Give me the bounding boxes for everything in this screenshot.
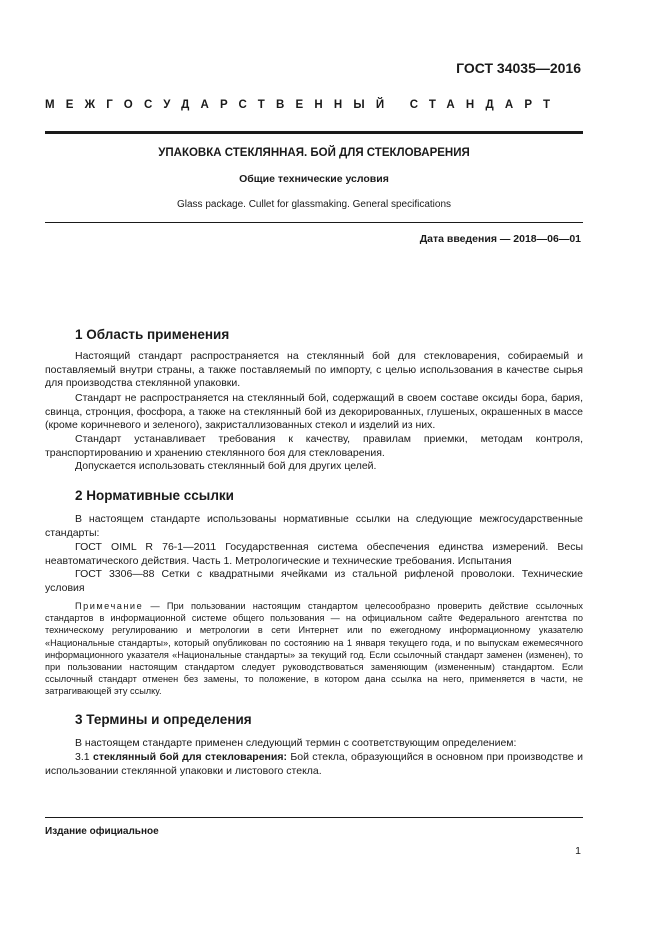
section-heading-normative-references: 2 Нормативные ссылки (75, 488, 234, 503)
header-divider (45, 131, 583, 134)
introduction-date: Дата введения — 2018—06—01 (419, 233, 581, 245)
section-heading-terms: 3 Термины и определения (75, 712, 252, 727)
references-note (45, 600, 583, 698)
note-text: — При пользовании настоящим стандартом целесообразно проверить действие ссылочных стандартов в информационной системе общего пользования — на официальном сайте Федерального агентства по техническому регулированию и метрологии в сети Интернет или по ежегодному информационному указателю «Национальные стандарты», который опубликован по состоянию на 1 января текущего года, и по выпускам ежемесячного информационного указателя «Национальные стандарты» за текущий год. Если ссылочный стандарт заменен (изменен), то при пользовании настоящим стандартом следует руководствоваться заменяющим (измененным) стандартом. Если ссылочный стандарт отменен без замены, то положение, в котором дана ссылка на него, применяется в части, не затрагивающей эту ссылку. (45, 601, 583, 697)
note-label: Примечание (75, 601, 144, 611)
term-definition (45, 751, 583, 778)
title-divider (45, 222, 583, 223)
page-number: 1 (575, 845, 581, 857)
document-title: УПАКОВКА СТЕКЛЯННАЯ. БОЙ ДЛЯ СТЕКЛОВАРЕНИЯ (158, 147, 470, 159)
scope-paragraph: Допускается использовать стеклянный бой для других целей. (75, 460, 377, 472)
official-edition-label: Издание официальное (45, 826, 159, 837)
english-title: Glass package. Cullet for glassmaking. General specifications (176, 199, 452, 210)
document-subtitle: Общие технические условия (239, 173, 389, 185)
interstate-standard-heading: МЕЖГОСУДАРСТВЕННЫЙ СТАНДАРТ (45, 99, 562, 111)
term-definition-text: Бой стекла, образующийся в основном при производстве и использовании стеклянной упаковки и листового стекла. (45, 751, 584, 777)
scope-paragraph: Настоящий стандарт распространяется на стеклянный бой для стекловарения, собираемый и поставляемый внутри страны, а также поставляемый по импорту, с целью использования в качестве сырья для производства стеклянной упаковки. (45, 350, 583, 390)
standard-code: ГОСТ 34035—2016 (456, 60, 581, 76)
references-paragraph: В настоящем стандарте использованы нормативные ссылки на следующие межгосударственные стандарты: (45, 513, 583, 539)
scope-paragraph: Стандарт устанавливает требования к качеству, правилам приемки, методам контроля, транспортированию и хранению стеклянного боя для стекловарения. (45, 433, 583, 459)
scope-paragraph: Стандарт не распространяется на стеклянный бой, содержащий в своем составе оксиды бора, бария, свинца, стронция, фосфора, а также на стеклянный бой из декорированных, глушеных, окрашенных в массе (кроме коричневого и зеленого), закристаллизованных стекол и изделий из них. (45, 392, 583, 432)
reference-item: ГОСТ OIML R 76-1—2011 Государственная система обеспечения единства измерений. Весы неавтоматического действия. Часть 1. Метрологические и технические требования. Испытания (45, 541, 583, 567)
footer-divider (45, 817, 583, 818)
reference-item: ГОСТ 3306—88 Сетки с квадратными ячейками из стальной рифленой проволоки. Технические условия (45, 568, 583, 594)
term-number: 3.1 (75, 751, 90, 763)
section-heading-scope: 1 Область применения (75, 327, 230, 342)
term-name: стеклянный бой для стекловарения: (92, 751, 287, 763)
terms-paragraph: В настоящем стандарте применен следующий термин с соответствующим определением: (75, 737, 517, 749)
